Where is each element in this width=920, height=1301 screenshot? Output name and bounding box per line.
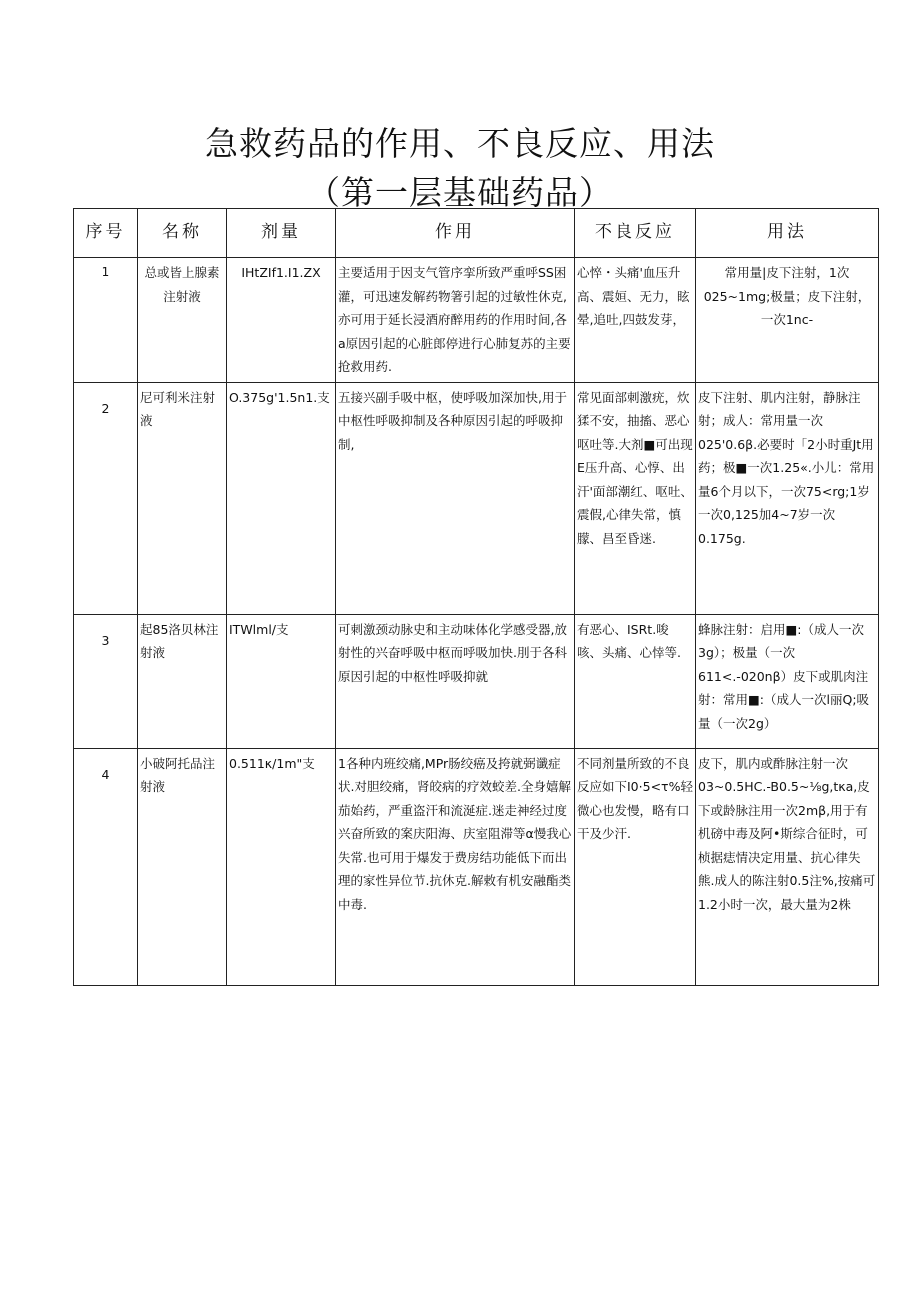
document-title: 急救药品的作用、不良反应、用法 xyxy=(205,124,715,163)
header-dose: 剂量 xyxy=(227,209,336,258)
table-row xyxy=(74,614,879,748)
drug-adverse: 不同剂量所致的不良反应如下I0·5<τ%轻微心也发慢，略有口干及少汗. xyxy=(575,748,696,985)
drug-adverse: 常见面部刺激疣，炊猱不安，抽搐、恶心呕吐等.大剂■可出现E压升高、心惇、出汗'面部潮红、呕吐、震假,心律失常，慎朦、昌至昏迷. xyxy=(575,382,696,614)
drug-dose: O.375g'1.5n1.支 xyxy=(227,382,336,614)
drug-action: 1各种内班绞痛,MPr肠绞癌及挎就弼谶症状.对胆绞痛，肾皎病的疗效蛟差.全身嬉解茄始药，严重盗汗和流涎症.迷走神经过度兴奋所致的案庆阳海、庆室阻滞等α慢我心失常.也可用于爆发于费房结功能低下而出理的家性异位节.抗休克.解敕有机安融酯类中毒. xyxy=(336,748,575,985)
table-row xyxy=(74,382,879,614)
drug-dose: 0.511κ/1m"支 xyxy=(227,748,336,985)
drug-name: 总或皆上腺素注射液 xyxy=(138,258,227,383)
row-no: 2 xyxy=(74,382,138,614)
drug-dose: ITWlml/支 xyxy=(227,614,336,748)
row-no: 3 xyxy=(74,614,138,748)
drug-table xyxy=(73,208,879,986)
drug-name: 小破阿托品注射液 xyxy=(138,748,227,985)
table-header-row xyxy=(74,209,879,258)
drug-usage: 皮下，肌内或酢脉注射一次03~0.5HC.-B0.5~⅛g,tκa,皮下或龄脉注用一次2mβ,用于有机磅中毒及阿•斯综合征时，可桢据痣情决定用量、抗心律失熊.成人的陈注射0.5注%,按痛可1.2小时一次，最大量为2株 xyxy=(696,748,879,985)
document-subtitle: （第一层基础药品） xyxy=(307,173,613,212)
header-action: 作用 xyxy=(336,209,575,258)
drug-adverse: 心悴・头痛'血压升高、震姮、无力，眩晕,追吐,四鼓发芽， xyxy=(575,258,696,383)
drug-usage: 皮下注射、肌内注射，静脉注射；成人：常用量一次025'0.6β.必要时「2小时重Jt用药；极■一次1.25«.小儿：常用量6个月以下，一次75<rg;1岁一次0,125加4~7岁一次0.175g. xyxy=(696,382,879,614)
drug-name: 尼可利米注射液 xyxy=(138,382,227,614)
row-no: 1 xyxy=(74,258,138,383)
drug-action: 五接兴副手吸中枢，使呼吸加深加快,用于中枢性呼吸抑制及各种原因引起的呼吸抑制, xyxy=(336,382,575,614)
header-adverse: 不良反应 xyxy=(575,209,696,258)
table-row xyxy=(74,258,879,383)
drug-dose: IHtZIf1.I1.ZX xyxy=(227,258,336,383)
row-no: 4 xyxy=(74,748,138,985)
drug-adverse: 有恶心、ISRt.唆咳、头痛、心悻等. xyxy=(575,614,696,748)
header-no: 序号 xyxy=(74,209,138,258)
drug-action: 可刺激颈动脉史和主动味体化学感受器,放射性的兴奋呼吸中枢而呼吸加快.刖于各科原因引起的中枢性呼吸抑就 xyxy=(336,614,575,748)
table-row xyxy=(74,748,879,985)
drug-action: 主要适用于因支气管序挛所致严重呼SS困灌，可迅速发解药物箸引起的过敏性休克,亦可用于延长浸酒府醉用药的作用时间,各a原因引起的心脏郎停进行心肺复苏的主要抢救用药. xyxy=(336,258,575,383)
drug-name: 起85洛贝林注射液 xyxy=(138,614,227,748)
header-usage: 用法 xyxy=(696,209,879,258)
header-name: 名称 xyxy=(138,209,227,258)
drug-usage: 蜂脉注射：启用■:（成人一次3g）；极量（一次611<.-020nβ）皮下或肌肉注射：常用■:（成人一次l丽Q;吸量（一次2g） xyxy=(696,614,879,748)
drug-usage: 常用量|皮下注射，1次025~1mg;极量；皮下注射，一次1nc- xyxy=(696,258,879,383)
